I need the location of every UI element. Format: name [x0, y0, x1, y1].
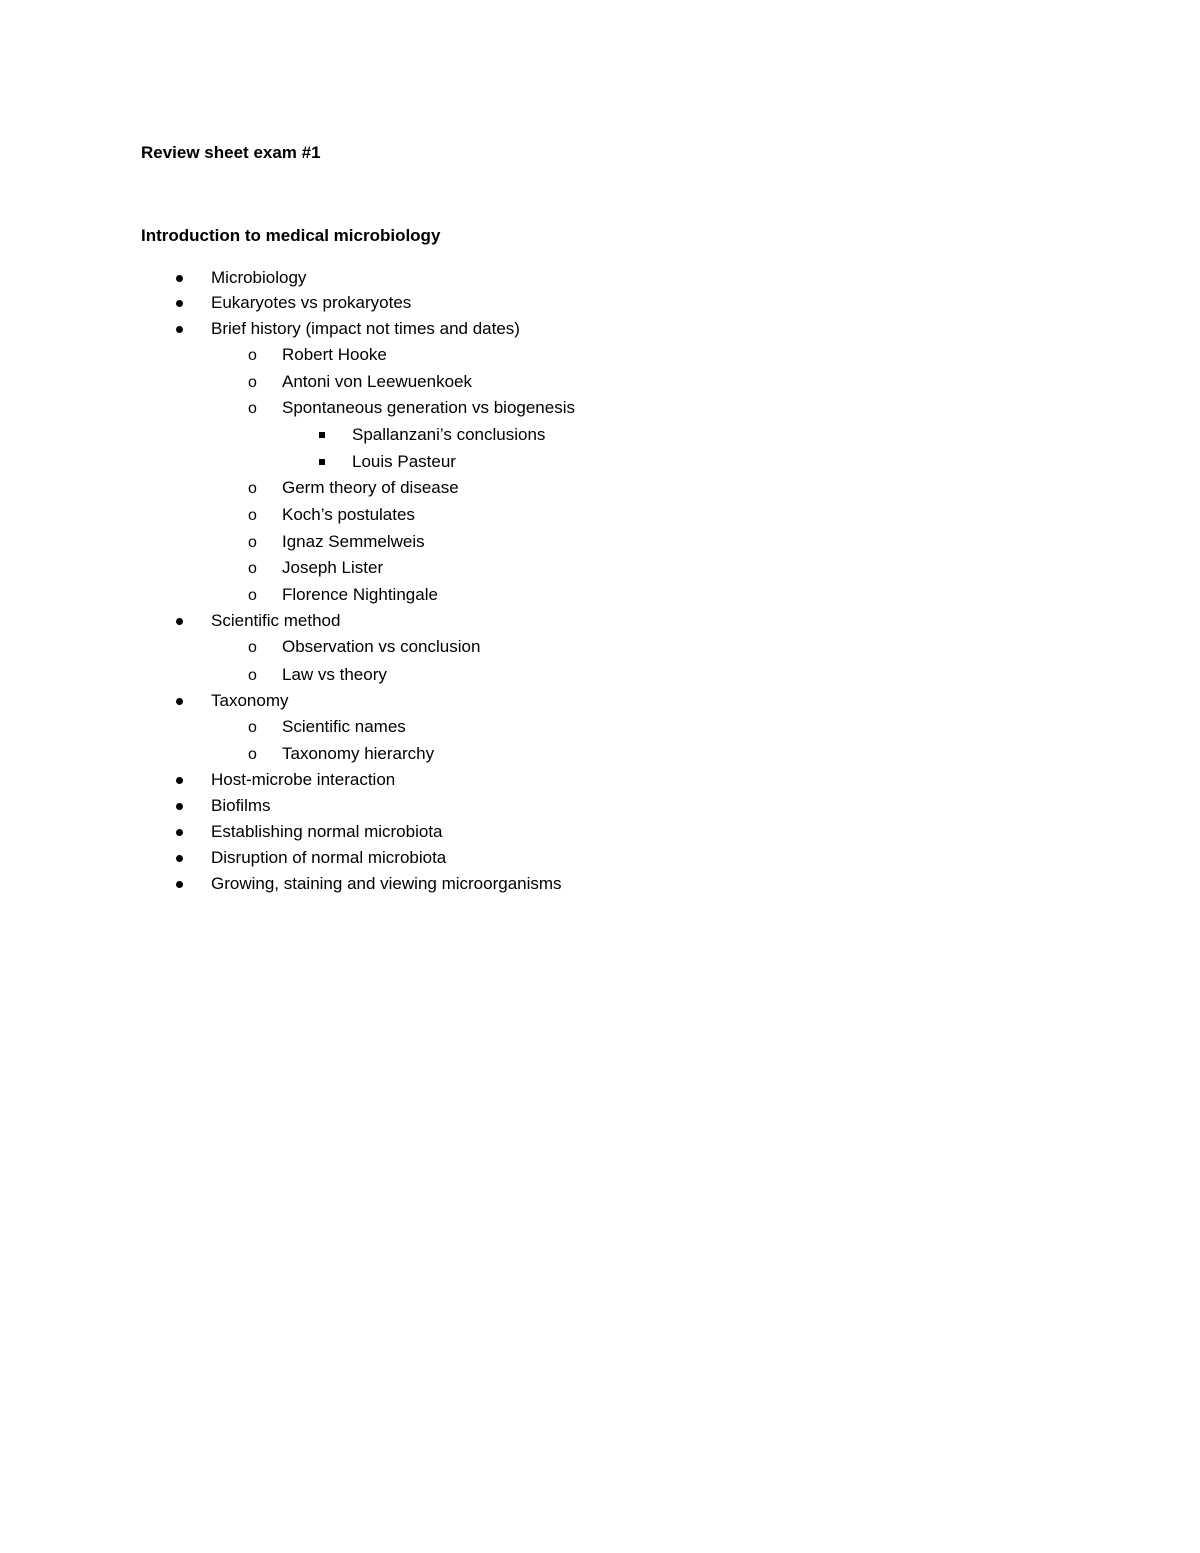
outline-item-text: Microbiology [211, 268, 307, 287]
circle-bullet-icon: o [248, 746, 257, 763]
disc-bullet-icon [176, 611, 196, 631]
section-heading: Introduction to medical microbiology [141, 226, 441, 245]
circle-bullet-icon: o [248, 507, 257, 524]
outline-item-text: Host-microbe interaction [211, 770, 396, 789]
outline-item-text: Ignaz Semmelweis [282, 532, 425, 551]
circle-bullet-icon: o [248, 560, 257, 577]
outline-item-text: Louis Pasteur [352, 452, 456, 471]
disc-bullet-icon [176, 796, 196, 816]
circle-bullet-icon: o [248, 400, 257, 417]
disc-bullet-icon [176, 319, 196, 339]
outline-item-text: Robert Hooke [282, 345, 387, 364]
square-bullet-icon [319, 425, 339, 445]
outline-item-text: Law vs theory [282, 665, 387, 684]
outline-item-text: Establishing normal microbiota [211, 822, 443, 841]
outline-item-text: Biofilms [211, 796, 271, 815]
circle-bullet-icon: o [248, 480, 257, 497]
circle-bullet-icon: o [248, 534, 257, 551]
outline-item-text: Disruption of normal microbiota [211, 848, 447, 867]
circle-bullet-icon: o [248, 374, 257, 391]
document-title: Review sheet exam #1 [141, 143, 321, 162]
outline-item-text: Spallanzani’s conclusions [352, 425, 546, 444]
circle-bullet-icon: o [248, 639, 257, 656]
disc-bullet-icon [176, 691, 196, 711]
circle-bullet-icon: o [248, 587, 257, 604]
disc-bullet-icon [176, 822, 196, 842]
outline-item-text: Taxonomy hierarchy [282, 744, 435, 763]
outline-item-text: Growing, staining and viewing microorganisms [211, 874, 562, 893]
circle-bullet-icon: o [248, 719, 257, 736]
disc-bullet-icon [176, 848, 196, 868]
outline-item-text: Observation vs conclusion [282, 637, 481, 656]
circle-bullet-icon: o [248, 667, 257, 684]
outline-item-text: Scientific names [282, 717, 406, 736]
outline-item-text: Germ theory of disease [282, 478, 459, 497]
disc-bullet-icon [176, 293, 196, 313]
square-bullet-icon [319, 452, 339, 472]
outline-item-text: Antoni von Leewuenkoek [282, 372, 472, 391]
disc-bullet-icon [176, 770, 196, 790]
disc-bullet-icon [176, 874, 196, 894]
outline-item-text: Joseph Lister [282, 558, 384, 577]
outline-item-text: Koch’s postulates [282, 505, 415, 524]
outline-item-text: Spontaneous generation vs biogenesis [282, 398, 575, 417]
outline-item-text: Taxonomy [211, 691, 289, 710]
disc-bullet-icon [176, 268, 196, 288]
outline-item-text: Eukaryotes vs prokaryotes [211, 293, 412, 312]
outline-item-text: Brief history (impact not times and dates) [211, 319, 520, 338]
outline-item-text: Florence Nightingale [282, 585, 438, 604]
outline-item-text: Scientific method [211, 611, 341, 630]
circle-bullet-icon: o [248, 347, 257, 364]
